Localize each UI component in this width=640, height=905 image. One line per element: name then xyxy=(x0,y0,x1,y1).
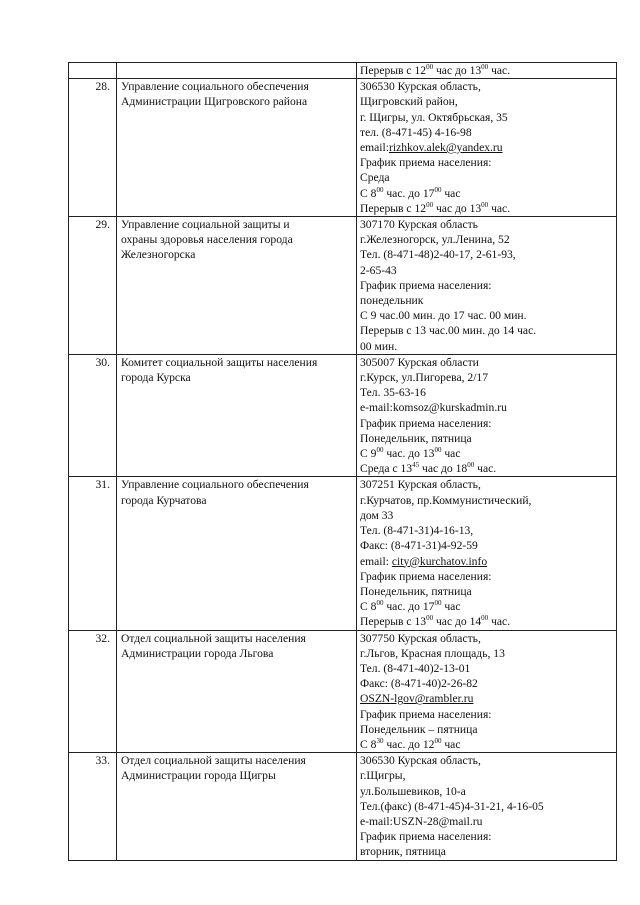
fax-line: Факс: (8-471-31)4-92-59 xyxy=(360,539,478,553)
services-table xyxy=(68,62,617,861)
address-line: ул.Большевиков, 10-а xyxy=(360,784,466,798)
schedule-days: Понедельник – пятница xyxy=(360,722,478,736)
contact-cell xyxy=(357,63,617,79)
contact-cell xyxy=(357,753,617,860)
schedule-hours: С $9^{00}$ час. до $13^{00}$ час xyxy=(360,446,461,461)
schedule-days: Среда xyxy=(360,171,390,185)
email-line: email:rizhkov.alek@yandex.ru xyxy=(360,141,503,155)
organization-name: Отдел социальной защиты населения Администрации города Щигры xyxy=(117,753,357,860)
organization-name: Управление социального обеспечения города Курчатова xyxy=(117,477,357,630)
fax-line: Факс: (8-471-40)2-26-82 xyxy=(360,677,478,691)
contact-cell xyxy=(357,354,617,477)
schedule-days: Понедельник, пятница xyxy=(360,431,472,445)
email-line xyxy=(360,691,613,706)
address-line: г.Льгов, Красная площадь, 13 xyxy=(360,646,505,660)
phone-line: Тел.(факс) (8-471-45)4-31-21, 4-16-05 xyxy=(360,799,544,813)
contact-cell xyxy=(357,477,617,630)
schedule-title: График приема населения: xyxy=(360,278,492,292)
break-hours: Перерыв с $13^{00}$ час до $14^{00}$ час. xyxy=(360,614,511,629)
phone-line: тел. (8-471-45) 4-16-98 xyxy=(360,125,472,139)
email-line: email: city@kurchatov.info xyxy=(360,554,488,568)
address-line: 307750 Курская область, xyxy=(360,631,481,645)
schedule-title: График приема населения: xyxy=(360,707,492,721)
address-line: Щигровский район, xyxy=(360,95,458,109)
schedule-hours: С $8^{00}$ час. до $17^{00}$ час xyxy=(360,599,461,614)
row-number: 29. xyxy=(69,217,117,355)
schedule-hours: С 9 час.00 мин. до 17 час. 00 мин. xyxy=(360,309,527,323)
phone-line: Тел. 35-63-16 xyxy=(360,386,426,400)
row-number: 33. xyxy=(69,753,117,860)
address-line: г.Щигры, xyxy=(360,769,406,783)
email-line: e-mail:komsoz@kurskadmin.ru xyxy=(360,401,507,415)
schedule-days: Понедельник, пятница xyxy=(360,584,472,598)
wednesday-hours: Среда с $13^{45}$ час до $18^{00}$ час. xyxy=(360,461,497,476)
address-line: 306530 Курская область, xyxy=(360,754,481,768)
phone-line: Тел. (8-471-48)2-40-17, 2-61-93, xyxy=(360,248,516,262)
email-link[interactable]: OSZN-lgov@rambler.ru xyxy=(360,692,474,706)
row-number: 30. xyxy=(69,354,117,477)
schedule-title: График приема населения: xyxy=(360,156,492,170)
table-row xyxy=(69,79,617,217)
phone-line: 2-65-43 xyxy=(360,263,397,277)
schedule-title: График приема населения: xyxy=(360,569,492,583)
organization-name: Комитет социальной защиты населения города Курска xyxy=(117,354,357,477)
organization-name: Управление социальной защиты и охраны здоровья населения города Железногорска xyxy=(117,217,357,355)
row-number: 28. xyxy=(69,79,117,217)
contact-cell xyxy=(357,630,617,753)
address-line: г.Курск, ул.Пигорева, 2/17 xyxy=(360,371,489,385)
phone-line: Тел. (8-471-40)2-13-01 xyxy=(360,661,471,675)
table-row xyxy=(69,477,617,630)
address-line: 305007 Курская области xyxy=(360,355,479,369)
num-cell xyxy=(69,63,117,79)
schedule-days: понедельник xyxy=(360,294,424,308)
email-link[interactable]: city@kurchatov.info xyxy=(391,554,488,568)
break-hours: 00 мин. xyxy=(360,339,398,353)
contact-cell xyxy=(357,217,617,355)
schedule-title: График приема населения: xyxy=(360,416,492,430)
organization-name: Отдел социальной защиты населения Администрации города Льгова xyxy=(117,630,357,753)
address-line: 306530 Курская область, xyxy=(360,80,481,94)
contact-cell xyxy=(357,79,617,217)
schedule-hours: С $8^{00}$ час. до $17^{00}$ час xyxy=(360,185,461,200)
email-link[interactable]: rizhkov.alek@yandex.ru xyxy=(388,141,503,155)
email-line: e-mail:USZN-28@mail.ru xyxy=(360,814,483,828)
address-line: 307170 Курская область xyxy=(360,218,478,232)
break-hours: Перерыв с 13 час.00 мин. до 14 час. xyxy=(360,324,537,338)
organization-name: Управление социального обеспечения Администрации Щигровского района xyxy=(117,79,357,217)
table-row xyxy=(69,753,617,860)
table-row xyxy=(69,217,617,355)
address-line: 307251 Курская область, xyxy=(360,478,481,492)
address-line: г. Щигры, ул. Октябрьская, 35 xyxy=(360,110,508,124)
address-line: дом 33 xyxy=(360,508,394,522)
phone-line: Тел. (8-471-31)4-16-13, xyxy=(360,524,474,538)
table-row-continuation xyxy=(69,63,617,79)
address-line: г.Курчатов, пр.Коммунистический, xyxy=(360,493,532,507)
row-number: 31. xyxy=(69,477,117,630)
break-hours: Перерыв с $12^{00}$ час до $13^{00}$ час. xyxy=(360,200,511,215)
break-hours: Перерыв с $12^{00}$ час до $13^{00}$ час. xyxy=(360,63,511,77)
table-row xyxy=(69,354,617,477)
address-line: г.Железногорск, ул.Ленина, 52 xyxy=(360,233,510,247)
row-number: 32. xyxy=(69,630,117,753)
table-row xyxy=(69,630,617,753)
schedule-title: График приема населения: xyxy=(360,830,492,844)
schedule-hours: С $8^{30}$ час. до $12^{00}$ час xyxy=(360,737,461,751)
schedule-days: вторник, пятница xyxy=(360,845,446,859)
org-cell xyxy=(117,63,357,79)
